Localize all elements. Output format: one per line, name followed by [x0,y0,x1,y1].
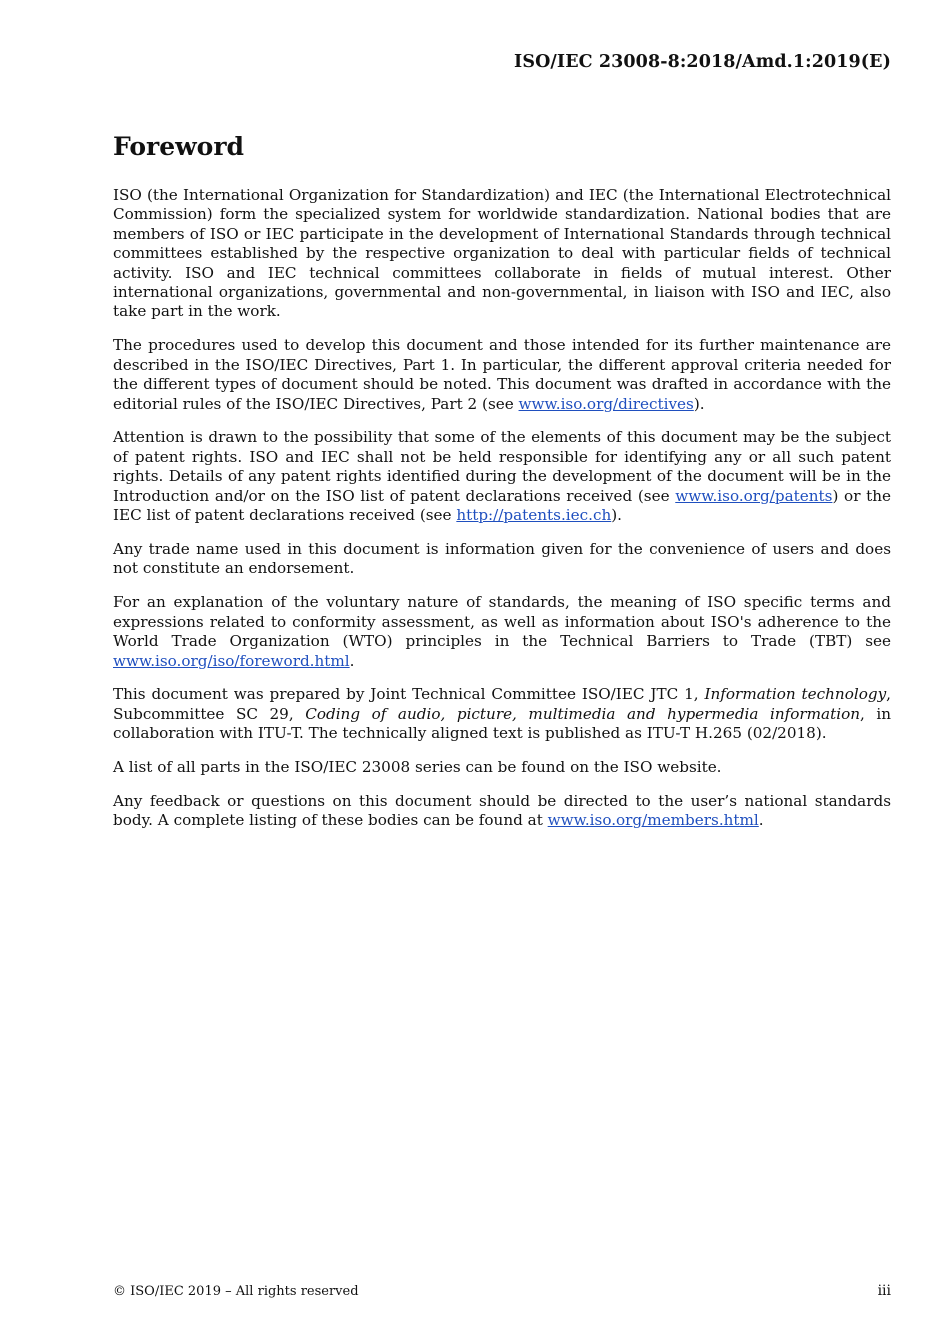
iso-patents-link[interactable]: www.iso.org/patents [675,486,833,505]
paragraph-patent-rights [113,428,891,525]
committee-title: Information technology [704,685,887,704]
paragraph-text: ). [693,394,705,413]
paragraph-procedures [113,336,891,414]
paragraph-text: For an explanation of the voluntary nature of standards, the meaning of ISO specific terms and expressions related to conformity assessment, as well as information about ISO's adherence to the World Trade Organization (WTO) principles in the Technical Barriers to Trade (TBT) see [113,593,891,651]
paragraph-prepared-by [113,685,891,743]
paragraph-text: , in collaboration with ITU-T. The technically aligned text is published as ITU-T H.265 (02/2018). [113,704,892,743]
directives-link[interactable]: www.iso.org/directives [518,394,694,413]
paragraph-text: ). [611,506,623,525]
paragraph-about-iso-iec: ISO (the International Organization for Standardization) and IEC (the International Electrotechnical Commission) form the specialized system for worldwide standardization. National bodies that are members of ISO or IEC participate in the development of International Standards through technical committees established by the respective organization to deal with particular fields of technical activity. ISO and IEC technical committees collaborate in fields of mutual interest. Other international organizations, governmental and non-governmental, in liaison with ISO and IEC, also take part in the work. [113,186,891,321]
paragraph-text: , Subcommittee SC 29, [113,685,891,723]
paragraph-text: The procedures used to develop this document and those intended for its further maintenance are described in the ISO/IEC Directives, Part 1. In particular, the different approval criteria needed for the different types of document should be noted. This document was drafted in accordance with the editorial rules of the ISO/IEC Directives, Part 2 (see [113,336,891,413]
paragraph-text: Attention is drawn to the possibility that some of the elements of this document may be the subject of patent rights. ISO and IEC shall not be held responsible for identifying any or all such patent rights. Details of any patent rights identified during the development of the document will be in the Introduction and/or on the ISO list of patent declarations received (see [113,428,891,505]
iec-patents-link[interactable]: http://patents.iec.ch [456,506,612,525]
members-link[interactable]: www.iso.org/members.html [547,811,759,830]
paragraph-series-list: A list of all parts in the ISO/IEC 23008 series can be found on the ISO website. [113,758,722,777]
paragraph-text: Any feedback or questions on this document should be directed to the user’s national standards body. A complete listing of these bodies can be found at [113,792,891,830]
copyright-notice: © ISO/IEC 2019 – All rights reserved [113,1284,359,1299]
paragraph-text: ) or the IEC list of patent declarations received (see [113,486,892,525]
foreword-link[interactable]: www.iso.org/iso/foreword.html [113,651,350,670]
document-reference: ISO/IEC 23008-8:2018/Amd.1:2019(E) [514,52,891,72]
page-number: iii [877,1283,891,1299]
paragraph-text: . [349,651,355,670]
subcommittee-title: Coding of audio, picture, multimedia and hypermedia information [305,704,861,723]
paragraph-text: This document was prepared by Joint Technical Committee ISO/IEC JTC 1, [113,685,705,704]
page-title: Foreword [113,132,244,161]
paragraph-voluntary-nature [113,593,891,671]
paragraph-feedback [113,792,891,831]
foreword-body [113,186,891,845]
paragraph-trade-name: Any trade name used in this document is information given for the convenience of users and does not constitute an endorsement. [113,540,891,578]
paragraph-text: . [758,811,764,830]
